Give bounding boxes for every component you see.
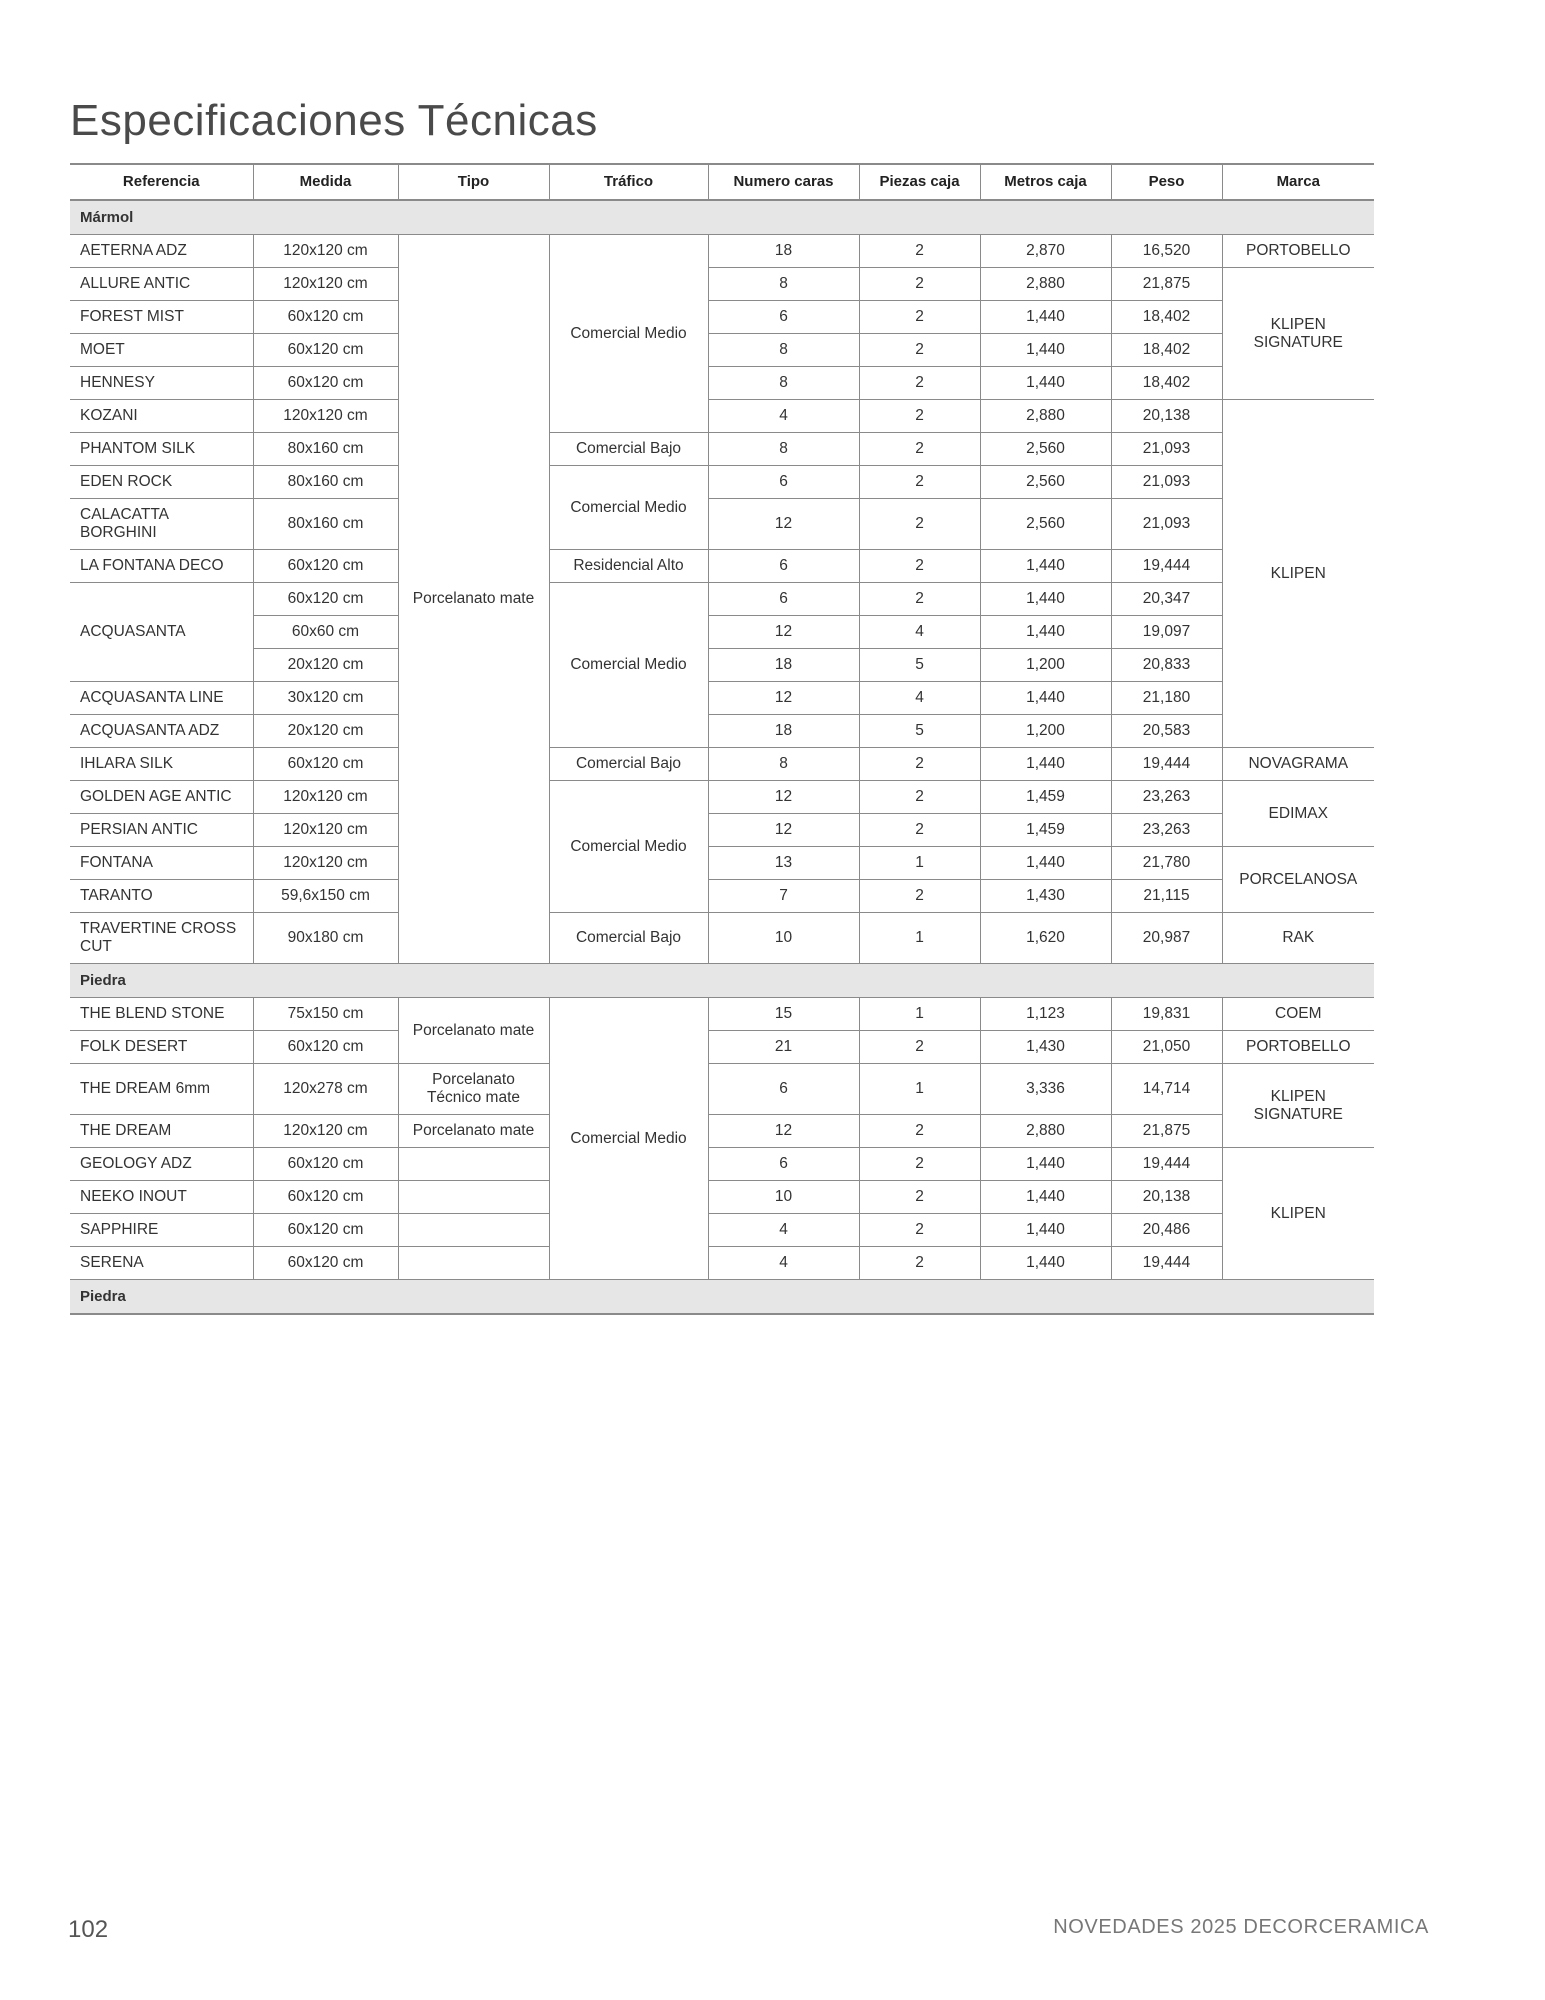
cell-medida: 60x60 cm <box>253 616 398 649</box>
cell-caras: 21 <box>708 1031 859 1064</box>
header-numero-caras: Numero caras <box>708 164 859 200</box>
cell-piezas: 2 <box>859 748 980 781</box>
table-row <box>70 334 1374 367</box>
cell-piezas: 2 <box>859 1148 980 1181</box>
cell-metros: 2,870 <box>980 235 1111 268</box>
cell-medida: 60x120 cm <box>253 748 398 781</box>
header-trafico: Tráfico <box>549 164 708 200</box>
cell-peso: 20,138 <box>1111 1181 1222 1214</box>
cell-piezas: 2 <box>859 334 980 367</box>
cell-piezas: 2 <box>859 235 980 268</box>
cell-medida: 120x278 cm <box>253 1064 398 1115</box>
cell-peso: 23,263 <box>1111 814 1222 847</box>
cell-referencia: IHLARA SILK <box>70 748 253 781</box>
cell-caras: 10 <box>708 1181 859 1214</box>
cell-marca: KLIPEN SIGNATURE <box>1222 268 1374 400</box>
table-row <box>70 400 1374 433</box>
table-row <box>70 682 1374 715</box>
cell-medida: 120x120 cm <box>253 1115 398 1148</box>
section-row <box>70 1280 1374 1315</box>
cell-trafico: Comercial Medio <box>549 583 708 748</box>
cell-medida: 60x120 cm <box>253 1031 398 1064</box>
cell-medida: 120x120 cm <box>253 814 398 847</box>
cell-medida: 60x120 cm <box>253 1214 398 1247</box>
cell-piezas: 2 <box>859 1181 980 1214</box>
table-row <box>70 913 1374 964</box>
cell-referencia: ACQUASANTA <box>70 583 253 682</box>
section-row <box>70 964 1374 998</box>
cell-caras: 6 <box>708 583 859 616</box>
cell-peso: 20,583 <box>1111 715 1222 748</box>
cell-medida: 75x150 cm <box>253 998 398 1031</box>
cell-peso: 21,093 <box>1111 433 1222 466</box>
cell-metros: 1,440 <box>980 1214 1111 1247</box>
cell-referencia: PHANTOM SILK <box>70 433 253 466</box>
cell-trafico: Comercial Medio <box>549 235 708 433</box>
cell-referencia: TARANTO <box>70 880 253 913</box>
header-tipo: Tipo <box>398 164 549 200</box>
cell-medida: 120x120 cm <box>253 847 398 880</box>
table-row <box>70 1181 1374 1214</box>
cell-piezas: 2 <box>859 268 980 301</box>
cell-medida: 120x120 cm <box>253 268 398 301</box>
cell-peso: 21,093 <box>1111 466 1222 499</box>
cell-caras: 8 <box>708 748 859 781</box>
table-row <box>70 1214 1374 1247</box>
cell-referencia: LA FONTANA DECO <box>70 550 253 583</box>
specs-table <box>70 163 1374 1315</box>
cell-caras: 4 <box>708 1247 859 1280</box>
cell-caras: 8 <box>708 268 859 301</box>
table-row <box>70 1247 1374 1280</box>
cell-piezas: 2 <box>859 550 980 583</box>
cell-medida: 80x160 cm <box>253 499 398 550</box>
cell-metros: 1,200 <box>980 715 1111 748</box>
cell-peso: 19,097 <box>1111 616 1222 649</box>
cell-peso: 20,347 <box>1111 583 1222 616</box>
cell-metros: 1,440 <box>980 334 1111 367</box>
cell-marca: KLIPEN <box>1222 400 1374 748</box>
cell-piezas: 4 <box>859 682 980 715</box>
cell-caras: 6 <box>708 550 859 583</box>
cell-peso: 18,402 <box>1111 301 1222 334</box>
cell-medida: 90x180 cm <box>253 913 398 964</box>
cell-medida: 80x160 cm <box>253 433 398 466</box>
cell-peso: 19,831 <box>1111 998 1222 1031</box>
cell-peso: 21,050 <box>1111 1031 1222 1064</box>
page-number: 102 <box>68 1916 109 1943</box>
cell-metros: 2,560 <box>980 466 1111 499</box>
cell-peso: 21,780 <box>1111 847 1222 880</box>
cell-trafico: Comercial Medio <box>549 781 708 913</box>
table-row <box>70 781 1374 814</box>
cell-referencia: AETERNA ADZ <box>70 235 253 268</box>
cell-caras: 13 <box>708 847 859 880</box>
cell-referencia: ACQUASANTA LINE <box>70 682 253 715</box>
cell-caras: 12 <box>708 814 859 847</box>
cell-piezas: 2 <box>859 301 980 334</box>
table-row <box>70 1148 1374 1181</box>
header-marca: Marca <box>1222 164 1374 200</box>
cell-metros: 2,880 <box>980 1115 1111 1148</box>
cell-medida: 60x120 cm <box>253 1181 398 1214</box>
cell-piezas: 2 <box>859 433 980 466</box>
cell-metros: 1,440 <box>980 748 1111 781</box>
cell-metros: 1,440 <box>980 682 1111 715</box>
cell-metros: 1,440 <box>980 1181 1111 1214</box>
cell-peso: 20,833 <box>1111 649 1222 682</box>
cell-medida: 60x120 cm <box>253 1247 398 1280</box>
cell-tipo-empty <box>398 1247 549 1280</box>
cell-metros: 2,880 <box>980 268 1111 301</box>
cell-peso: 19,444 <box>1111 1247 1222 1280</box>
cell-caras: 8 <box>708 433 859 466</box>
cell-piezas: 2 <box>859 1214 980 1247</box>
cell-metros: 1,459 <box>980 781 1111 814</box>
table-row <box>70 583 1374 616</box>
cell-marca: EDIMAX <box>1222 781 1374 847</box>
cell-piezas: 2 <box>859 1031 980 1064</box>
table-row <box>70 499 1374 550</box>
cell-referencia: THE DREAM 6mm <box>70 1064 253 1115</box>
cell-medida: 20x120 cm <box>253 715 398 748</box>
cell-caras: 7 <box>708 880 859 913</box>
cell-referencia: GEOLOGY ADZ <box>70 1148 253 1181</box>
cell-referencia: FONTANA <box>70 847 253 880</box>
cell-referencia: SERENA <box>70 1247 253 1280</box>
cell-metros: 1,440 <box>980 616 1111 649</box>
cell-metros: 1,430 <box>980 880 1111 913</box>
cell-tipo: Porcelanato mate <box>398 235 549 964</box>
cell-piezas: 2 <box>859 781 980 814</box>
table-header-row <box>70 164 1374 200</box>
cell-metros: 1,620 <box>980 913 1111 964</box>
cell-caras: 18 <box>708 715 859 748</box>
cell-referencia: PERSIAN ANTIC <box>70 814 253 847</box>
footer-brand: NOVEDADES 2025 DECORCERAMICA <box>1053 1916 1429 1938</box>
table-row <box>70 814 1374 847</box>
cell-caras: 12 <box>708 616 859 649</box>
cell-metros: 1,459 <box>980 814 1111 847</box>
cell-piezas: 2 <box>859 400 980 433</box>
cell-piezas: 2 <box>859 1247 980 1280</box>
cell-peso: 16,520 <box>1111 235 1222 268</box>
cell-peso: 21,875 <box>1111 268 1222 301</box>
cell-metros: 1,440 <box>980 583 1111 616</box>
table-row <box>70 466 1374 499</box>
cell-marca: COEM <box>1222 998 1374 1031</box>
cell-metros: 1,430 <box>980 1031 1111 1064</box>
cell-caras: 12 <box>708 781 859 814</box>
cell-referencia: MOET <box>70 334 253 367</box>
cell-caras: 4 <box>708 400 859 433</box>
cell-medida: 59,6x150 cm <box>253 880 398 913</box>
cell-referencia: NEEKO INOUT <box>70 1181 253 1214</box>
cell-marca: PORCELANOSA <box>1222 847 1374 913</box>
cell-referencia: FOREST MIST <box>70 301 253 334</box>
cell-peso: 21,875 <box>1111 1115 1222 1148</box>
cell-caras: 6 <box>708 1064 859 1115</box>
cell-metros: 1,200 <box>980 649 1111 682</box>
cell-referencia: KOZANI <box>70 400 253 433</box>
cell-trafico: Comercial Bajo <box>549 433 708 466</box>
cell-tipo-empty <box>398 1214 549 1247</box>
cell-referencia: GOLDEN AGE ANTIC <box>70 781 253 814</box>
cell-metros: 3,336 <box>980 1064 1111 1115</box>
cell-tipo-empty <box>398 1148 549 1181</box>
cell-metros: 1,440 <box>980 301 1111 334</box>
cell-referencia: CALACATTA BORGHINI <box>70 499 253 550</box>
table-row <box>70 1064 1374 1115</box>
section-row <box>70 200 1374 235</box>
section-title: Mármol <box>70 200 1374 235</box>
cell-caras: 4 <box>708 1214 859 1247</box>
table-row <box>70 998 1374 1031</box>
cell-tipo: Porcelanato Técnico mate <box>398 1064 549 1115</box>
header-peso: Peso <box>1111 164 1222 200</box>
cell-tipo: Porcelanato mate <box>398 1115 549 1148</box>
table-row <box>70 649 1374 682</box>
cell-caras: 15 <box>708 998 859 1031</box>
table-row <box>70 367 1374 400</box>
section-title: Piedra <box>70 1280 1374 1315</box>
cell-referencia: HENNESY <box>70 367 253 400</box>
cell-referencia: FOLK DESERT <box>70 1031 253 1064</box>
header-metros-caja: Metros caja <box>980 164 1111 200</box>
cell-referencia: THE BLEND STONE <box>70 998 253 1031</box>
cell-piezas: 5 <box>859 715 980 748</box>
cell-medida: 60x120 cm <box>253 1148 398 1181</box>
cell-medida: 60x120 cm <box>253 583 398 616</box>
cell-metros: 1,440 <box>980 1148 1111 1181</box>
cell-peso: 18,402 <box>1111 334 1222 367</box>
table-row <box>70 550 1374 583</box>
table-row <box>70 1115 1374 1148</box>
cell-piezas: 1 <box>859 913 980 964</box>
cell-peso: 21,093 <box>1111 499 1222 550</box>
cell-piezas: 2 <box>859 466 980 499</box>
cell-trafico: Comercial Medio <box>549 466 708 550</box>
table-row <box>70 748 1374 781</box>
cell-metros: 2,560 <box>980 499 1111 550</box>
cell-peso: 20,987 <box>1111 913 1222 964</box>
cell-caras: 18 <box>708 235 859 268</box>
cell-metros: 1,440 <box>980 1247 1111 1280</box>
cell-piezas: 4 <box>859 616 980 649</box>
cell-piezas: 5 <box>859 649 980 682</box>
header-referencia: Referencia <box>70 164 253 200</box>
cell-peso: 19,444 <box>1111 748 1222 781</box>
cell-tipo-empty <box>398 1181 549 1214</box>
cell-medida: 60x120 cm <box>253 367 398 400</box>
cell-metros: 1,123 <box>980 998 1111 1031</box>
cell-peso: 19,444 <box>1111 550 1222 583</box>
cell-marca: PORTOBELLO <box>1222 1031 1374 1064</box>
cell-referencia: EDEN ROCK <box>70 466 253 499</box>
cell-piezas: 2 <box>859 880 980 913</box>
table-row <box>70 268 1374 301</box>
cell-piezas: 2 <box>859 583 980 616</box>
cell-marca: KLIPEN <box>1222 1148 1374 1280</box>
cell-caras: 6 <box>708 1148 859 1181</box>
cell-marca: PORTOBELLO <box>1222 235 1374 268</box>
cell-peso: 18,402 <box>1111 367 1222 400</box>
cell-referencia: THE DREAM <box>70 1115 253 1148</box>
table-row <box>70 301 1374 334</box>
cell-caras: 6 <box>708 301 859 334</box>
cell-referencia: TRAVERTINE CROSS CUT <box>70 913 253 964</box>
cell-caras: 8 <box>708 367 859 400</box>
cell-peso: 21,115 <box>1111 880 1222 913</box>
cell-peso: 21,180 <box>1111 682 1222 715</box>
table-row <box>70 616 1374 649</box>
cell-peso: 20,138 <box>1111 400 1222 433</box>
cell-piezas: 2 <box>859 1115 980 1148</box>
cell-metros: 1,440 <box>980 367 1111 400</box>
cell-medida: 60x120 cm <box>253 334 398 367</box>
cell-peso: 23,263 <box>1111 781 1222 814</box>
cell-marca: RAK <box>1222 913 1374 964</box>
cell-medida: 120x120 cm <box>253 781 398 814</box>
cell-trafico: Residencial Alto <box>549 550 708 583</box>
cell-piezas: 1 <box>859 998 980 1031</box>
table-row <box>70 1031 1374 1064</box>
cell-metros: 2,560 <box>980 433 1111 466</box>
cell-caras: 12 <box>708 1115 859 1148</box>
cell-caras: 10 <box>708 913 859 964</box>
cell-medida: 120x120 cm <box>253 235 398 268</box>
cell-caras: 12 <box>708 499 859 550</box>
cell-caras: 12 <box>708 682 859 715</box>
cell-medida: 60x120 cm <box>253 550 398 583</box>
cell-caras: 6 <box>708 466 859 499</box>
cell-medida: 20x120 cm <box>253 649 398 682</box>
cell-trafico: Comercial Bajo <box>549 913 708 964</box>
cell-medida: 30x120 cm <box>253 682 398 715</box>
cell-peso: 14,714 <box>1111 1064 1222 1115</box>
table-row <box>70 880 1374 913</box>
cell-medida: 120x120 cm <box>253 400 398 433</box>
header-medida: Medida <box>253 164 398 200</box>
cell-referencia: ACQUASANTA ADZ <box>70 715 253 748</box>
cell-trafico: Comercial Bajo <box>549 748 708 781</box>
cell-caras: 8 <box>708 334 859 367</box>
header-piezas-caja: Piezas caja <box>859 164 980 200</box>
table-row <box>70 715 1374 748</box>
page-title: Especificaciones Técnicas <box>70 96 598 145</box>
table-row <box>70 433 1374 466</box>
cell-piezas: 1 <box>859 1064 980 1115</box>
cell-piezas: 2 <box>859 499 980 550</box>
cell-marca: KLIPEN SIGNATURE <box>1222 1064 1374 1148</box>
cell-metros: 1,440 <box>980 847 1111 880</box>
cell-trafico: Comercial Medio <box>549 998 708 1280</box>
cell-referencia: SAPPHIRE <box>70 1214 253 1247</box>
cell-referencia: ALLURE ANTIC <box>70 268 253 301</box>
cell-medida: 80x160 cm <box>253 466 398 499</box>
cell-piezas: 1 <box>859 847 980 880</box>
cell-medida: 60x120 cm <box>253 301 398 334</box>
cell-metros: 2,880 <box>980 400 1111 433</box>
cell-piezas: 2 <box>859 367 980 400</box>
table-row <box>70 235 1374 268</box>
cell-marca: NOVAGRAMA <box>1222 748 1374 781</box>
cell-tipo: Porcelanato mate <box>398 998 549 1064</box>
cell-peso: 20,486 <box>1111 1214 1222 1247</box>
table-row <box>70 847 1374 880</box>
cell-piezas: 2 <box>859 814 980 847</box>
cell-peso: 19,444 <box>1111 1148 1222 1181</box>
cell-metros: 1,440 <box>980 550 1111 583</box>
cell-caras: 18 <box>708 649 859 682</box>
section-title: Piedra <box>70 964 1374 998</box>
